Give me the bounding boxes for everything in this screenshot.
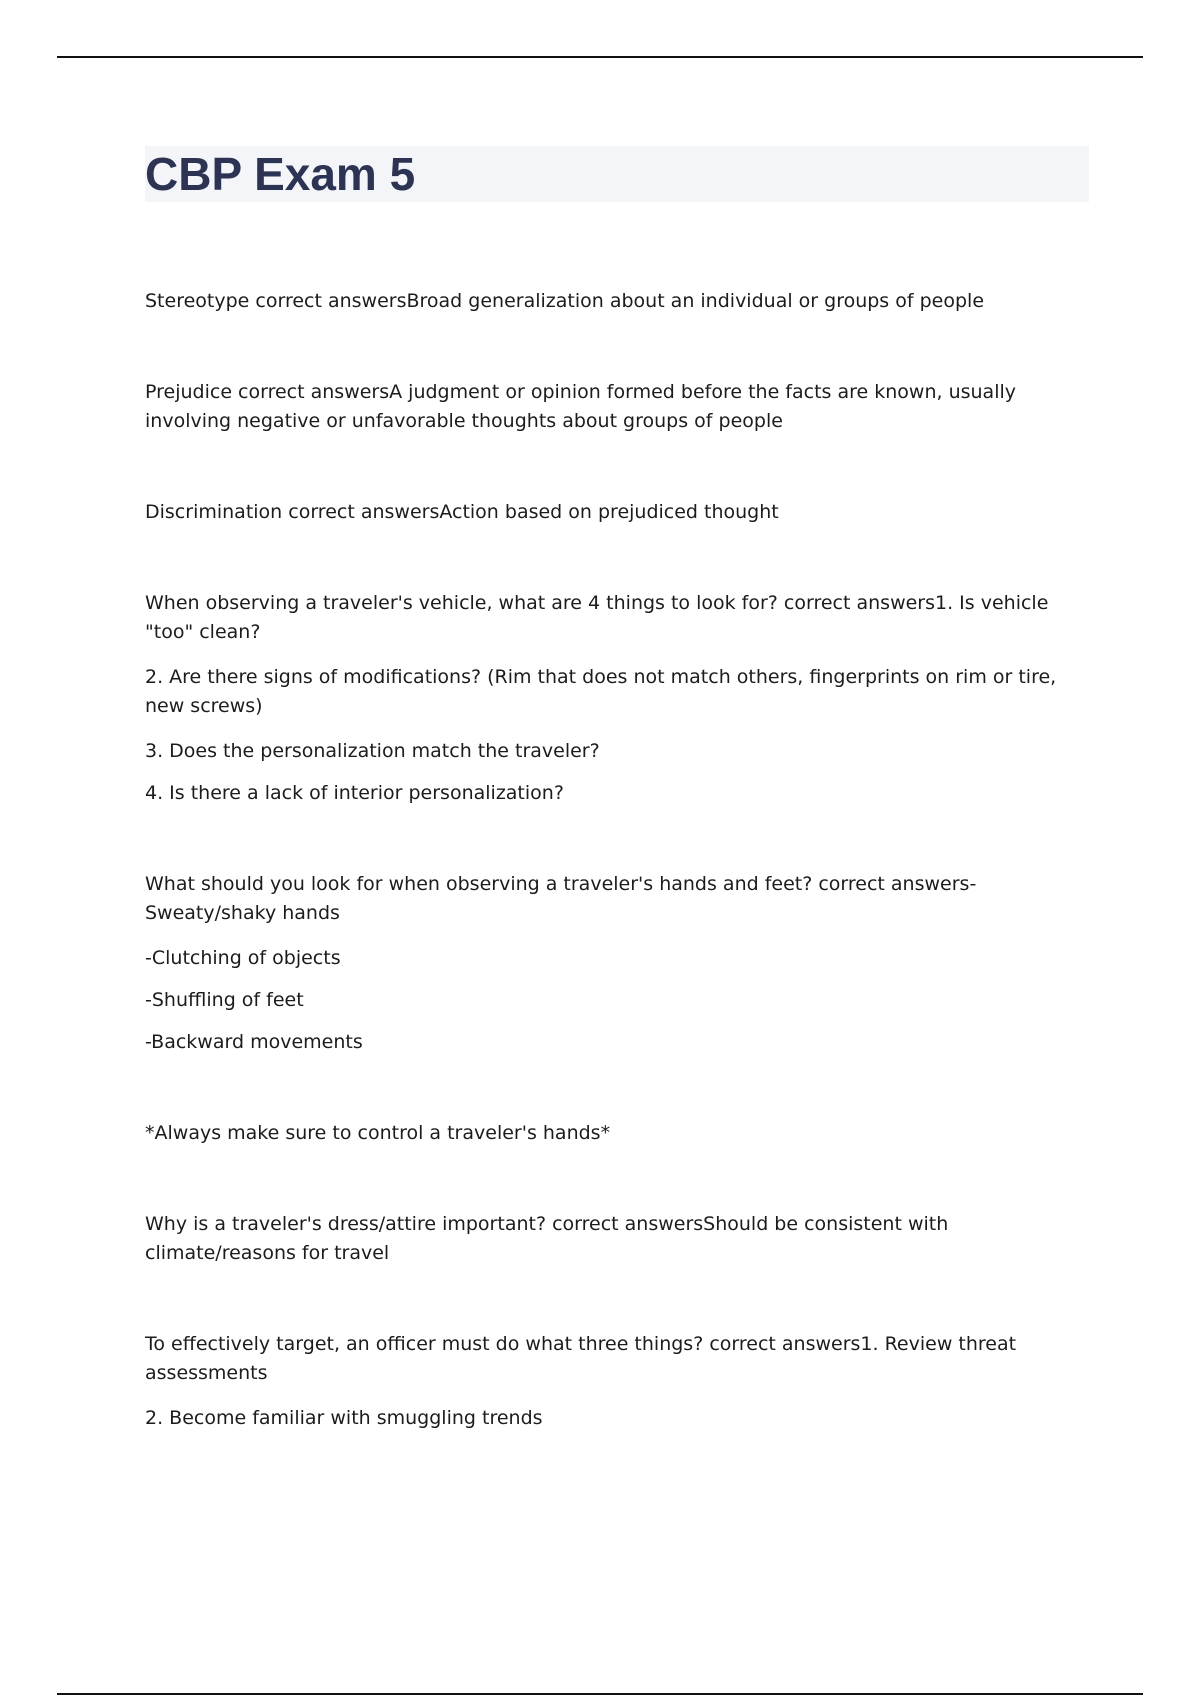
qa-entry-stereotype [145,287,1085,316]
qa-list-item: 2. Are there signs of modifications? (Rim that does not match others, fingerprints on rim or tire, new screws) [145,666,1057,717]
qa-text: What should you look for when observing a traveler's hands and feet? correct answers-Sweaty/shaky hands [145,873,977,924]
qa-note: *Always make sure to control a traveler's hands* [145,1122,611,1144]
document-body [145,287,1085,1495]
document-title: CBP Exam 5 [145,148,416,200]
qa-text: Discrimination correct answersAction based on prejudiced thought [145,501,779,523]
qa-entry-discrimination [145,498,1085,527]
qa-entry-vehicle [145,589,1085,808]
header-divider [57,56,1143,58]
footer-divider [57,1693,1143,1695]
qa-list-item: 3. Does the personalization match the traveler? [145,740,600,762]
qa-text: When observing a traveler's vehicle, what are 4 things to look for? correct answers1. Is vehicle "too" clean? [145,592,1049,643]
qa-entry-hands-feet [145,870,1085,1057]
qa-entry-attire [145,1210,1085,1268]
qa-text: Prejudice correct answersA judgment or opinion formed before the facts are known, usually involving negative or unfavorable thoughts about groups of people [145,381,1016,432]
qa-entry-prejudice [145,378,1085,436]
qa-entry-targeting [145,1330,1085,1433]
qa-text: Why is a traveler's dress/attire important? correct answersShould be consistent with climate/reasons for travel [145,1213,949,1264]
qa-list-item: 2. Become familiar with smuggling trends [145,1407,543,1429]
qa-text: To effectively target, an officer must do what three things? correct answers1. Review threat assessments [145,1333,1017,1384]
qa-entry-note [145,1119,1085,1148]
qa-list-item: -Shuffling of feet [145,989,304,1011]
qa-text: Stereotype correct answersBroad generalization about an individual or groups of people [145,290,985,312]
qa-list-item: -Clutching of objects [145,947,341,969]
qa-list-item: -Backward movements [145,1031,363,1053]
qa-list-item: 4. Is there a lack of interior personalization? [145,782,564,804]
